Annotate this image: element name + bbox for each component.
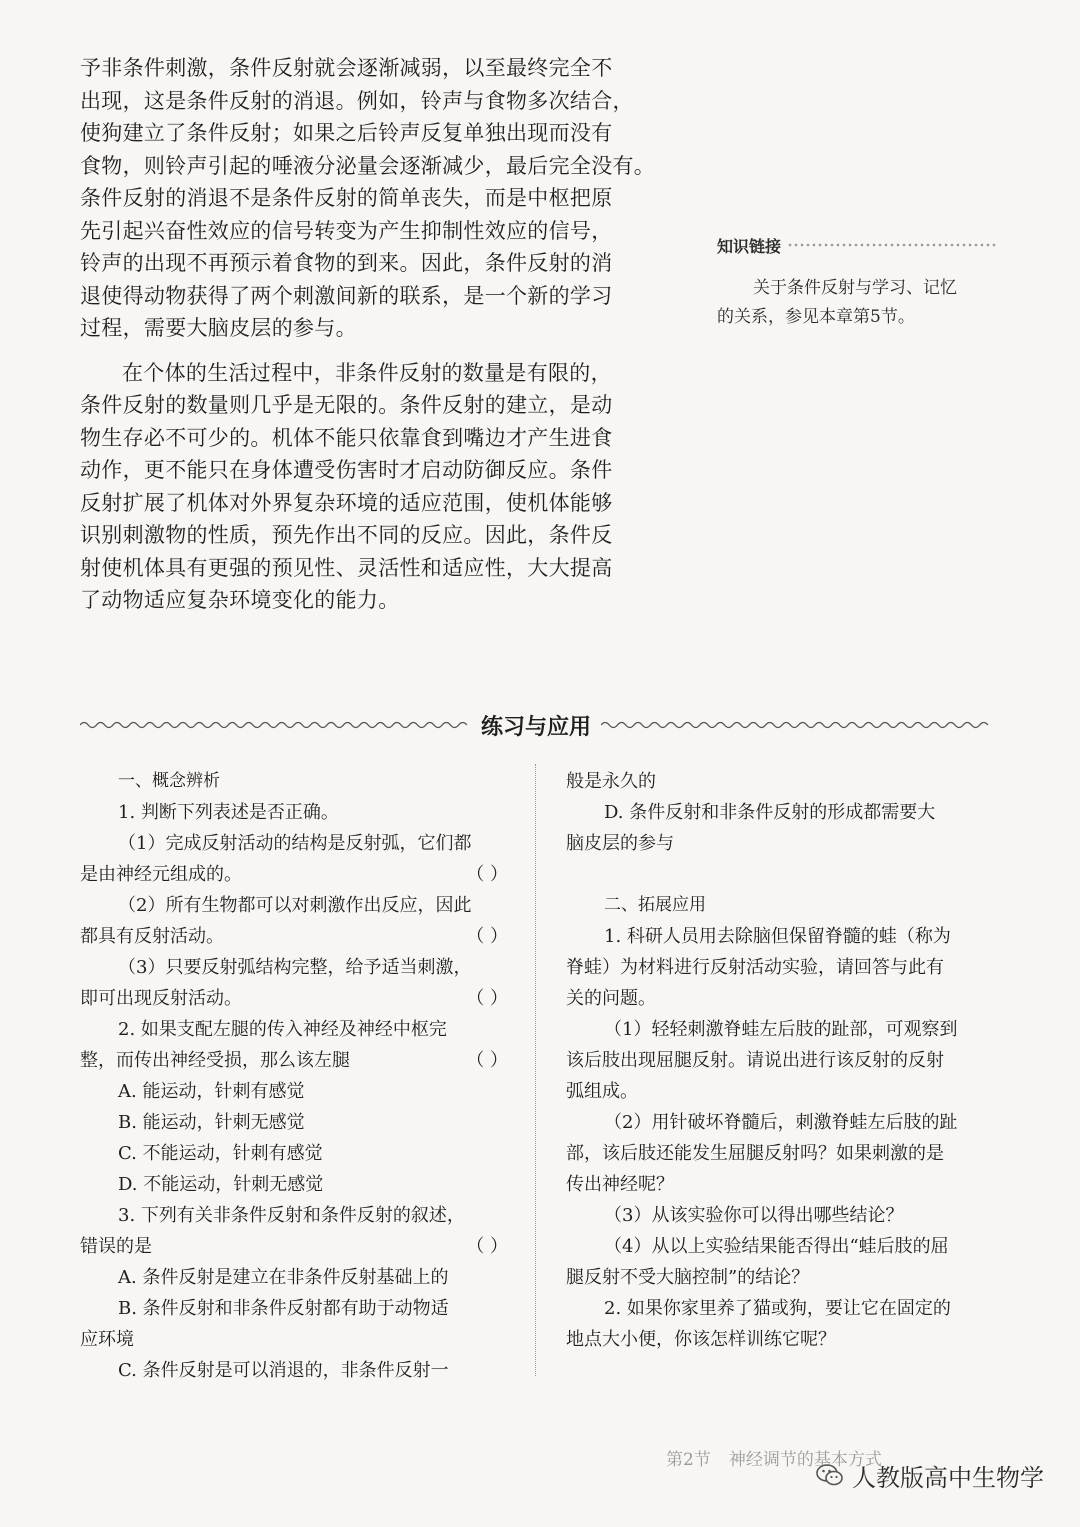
paragraph-1	[80, 52, 660, 345]
wavy-rule-left	[80, 720, 471, 730]
paragraph-2	[80, 357, 660, 617]
q3-option-b: B. 条件反射和非条件反射都有助于动物适	[118, 1298, 449, 1319]
text-line: 予非条件刺激，条件反射就会逐渐减弱，以至最终完全不	[80, 56, 613, 80]
ext-q1-line: 1. 科研人员用去除脑但保留脊髓的蛙（称为	[604, 926, 951, 947]
q2-option-c: C. 不能运动，针刺有感觉	[118, 1143, 323, 1164]
q2-line: 2. 如果支配左腿的传入神经及神经中枢完	[118, 1019, 447, 1040]
q2-line: 整，而传出神经受损，那么该左腿 （ ）	[80, 1045, 508, 1076]
text-line: 条件反射的消退不是条件反射的简单丧失，而是中枢把原	[80, 186, 613, 210]
section-header	[80, 705, 992, 745]
text-line: 射使机体具有更强的预见性、灵活性和适应性，大大提高	[80, 555, 613, 580]
q2-option-b: B. 能运动，针刺无感觉	[118, 1112, 305, 1133]
column-divider	[535, 764, 536, 1376]
q2-option-a: A. 能运动，针刺有感觉	[118, 1081, 305, 1102]
main-text	[80, 52, 660, 617]
sidebar-title: 知识链接	[717, 236, 782, 256]
ext-q1-line: 关的问题。	[566, 988, 656, 1009]
ext-q1-2-line: （2）用针破坏脊髓后，刺激脊蛙左后肢的趾	[604, 1112, 958, 1133]
text-line: 出现，这是条件反射的消退。例如，铃声与食物多次结合，	[80, 88, 634, 113]
ext-q1-3-line: （3）从该实验你可以得出哪些结论？	[604, 1205, 904, 1226]
exercises-left-column	[80, 766, 508, 1386]
answer-bracket: （ ）	[466, 1050, 508, 1071]
answer-bracket: （ ）	[466, 926, 508, 947]
q3-option-d: 脑皮层的参与	[566, 833, 674, 854]
q2-option-d: D. 不能运动，针刺无感觉	[118, 1174, 324, 1195]
footer-section: 第2节	[666, 1449, 711, 1470]
q1-3-line: 即可出现反射活动。 （ ）	[80, 983, 508, 1014]
sidebar-body	[717, 274, 997, 332]
ext-q1-1-line: （1）轻轻刺激脊蛙左后肢的趾部，可观察到	[604, 1019, 958, 1040]
text-line: 先引起兴奋性效应的信号转变为产生抑制性效应的信号，	[80, 218, 613, 243]
q3-option-c-cont: 般是永久的	[566, 771, 656, 792]
ext-q1-1-line: 该后肢出现屈腿反射。请说出进行该反射的反射	[566, 1050, 944, 1071]
ext-q1-2-line: 传出神经呢？	[566, 1174, 674, 1195]
q1-2-line: （2）所有生物都可以对刺激作出反应，因此	[118, 895, 472, 916]
ext-q2-line: 2. 如果你家里养了猫或狗，要让它在固定的	[604, 1298, 951, 1319]
watermark-text: 人教版高中生物学	[852, 1463, 1044, 1492]
text-line: 物生存必不可少的。机体不能只依靠食到嘴边才产生进食	[80, 425, 613, 450]
text-line: 过程，需要大脑皮层的参与。	[80, 316, 357, 340]
q3-option-a: A. 条件反射是建立在非条件反射基础上的	[118, 1267, 449, 1288]
ext-q1-2-line: 部，该后肢还能发生屈腿反射吗？如果刺激的是	[566, 1143, 944, 1164]
sidebar-header	[717, 232, 997, 258]
answer-bracket: （ ）	[466, 988, 508, 1009]
text-line: 食物，则铃声引起的唾液分泌量会逐渐减少，最后完全没有。	[80, 153, 656, 178]
answer-bracket: （ ）	[466, 864, 508, 885]
text-line: 在个体的生活过程中，非条件反射的数量是有限的，	[122, 360, 612, 385]
wechat-icon	[816, 1463, 844, 1487]
heading-concept: 一、概念辨析	[118, 771, 220, 791]
q3-option-b: 应环境	[80, 1329, 134, 1350]
dotted-rule	[787, 243, 997, 247]
spacer	[566, 859, 996, 890]
q1-1-line: 是由神经元组成的。 （ ）	[80, 859, 508, 890]
ext-q1-line: 脊蛙）为材料进行反射活动实验，请回答与此有	[566, 957, 944, 978]
footer-title: 神经调节的基本方式	[728, 1449, 882, 1470]
watermark	[816, 1455, 1044, 1495]
q3-line: 3. 下列有关非条件反射和条件反射的叙述，	[118, 1205, 465, 1226]
q1-1-line: （1）完成反射活动的结构是反射弧，它们都	[118, 833, 472, 854]
text-line: 反射扩展了机体对外界复杂环境的适应范围，使机体能够	[80, 490, 613, 515]
q1-stem: 1. 判断下列表述是否正确。	[118, 802, 339, 823]
knowledge-link-sidebar	[717, 232, 997, 332]
q1-2-line: 都具有反射活动。 （ ）	[80, 921, 508, 952]
sidebar-line: 的关系，参见本章第5节。	[717, 307, 915, 327]
exercises-right-column	[566, 766, 996, 1355]
text-line: 条件反射的数量则几乎是无限的。条件反射的建立，是动	[80, 393, 613, 417]
text-line: 动作，更不能只在身体遭受伤害时才启动防御反应。条件	[80, 458, 613, 482]
sidebar-line: 关于条件反射与学习、记忆	[753, 278, 957, 298]
ext-q1-4-line: （4）从以上实验结果能否得出“蛙后肢的屈	[604, 1236, 949, 1257]
section-title: 练习与应用	[481, 714, 592, 740]
q3-line: 错误的是 （ ）	[80, 1231, 508, 1262]
text-line: 了动物适应复杂环境变化的能力。	[80, 588, 400, 612]
ext-q1-1-line: 弧组成。	[566, 1081, 638, 1102]
text-line: 退使得动物获得了两个刺激间新的联系，是一个新的学习	[80, 283, 613, 308]
ext-q1-4-line: 腿反射不受大脑控制”的结论？	[566, 1267, 810, 1288]
text-line: 使狗建立了条件反射；如果之后铃声反复单独出现而没有	[80, 121, 613, 145]
text-line: 识别刺激物的性质，预先作出不同的反应。因此，条件反	[80, 523, 613, 547]
q3-option-c: C. 条件反射是可以消退的，非条件反射一	[118, 1360, 449, 1381]
text-line: 铃声的出现不再预示着食物的到来。因此，条件反射的消	[80, 251, 613, 275]
answer-bracket: （ ）	[466, 1236, 508, 1257]
wavy-rule-right	[601, 720, 992, 730]
heading-extension: 二、拓展应用	[604, 895, 706, 915]
q3-option-d: D. 条件反射和非条件反射的形成都需要大	[604, 802, 936, 823]
ext-q2-line: 地点大小便，你该怎样训练它呢？	[566, 1329, 836, 1350]
q1-3-line: （3）只要反射弧结构完整，给予适当刺激，	[118, 957, 472, 978]
